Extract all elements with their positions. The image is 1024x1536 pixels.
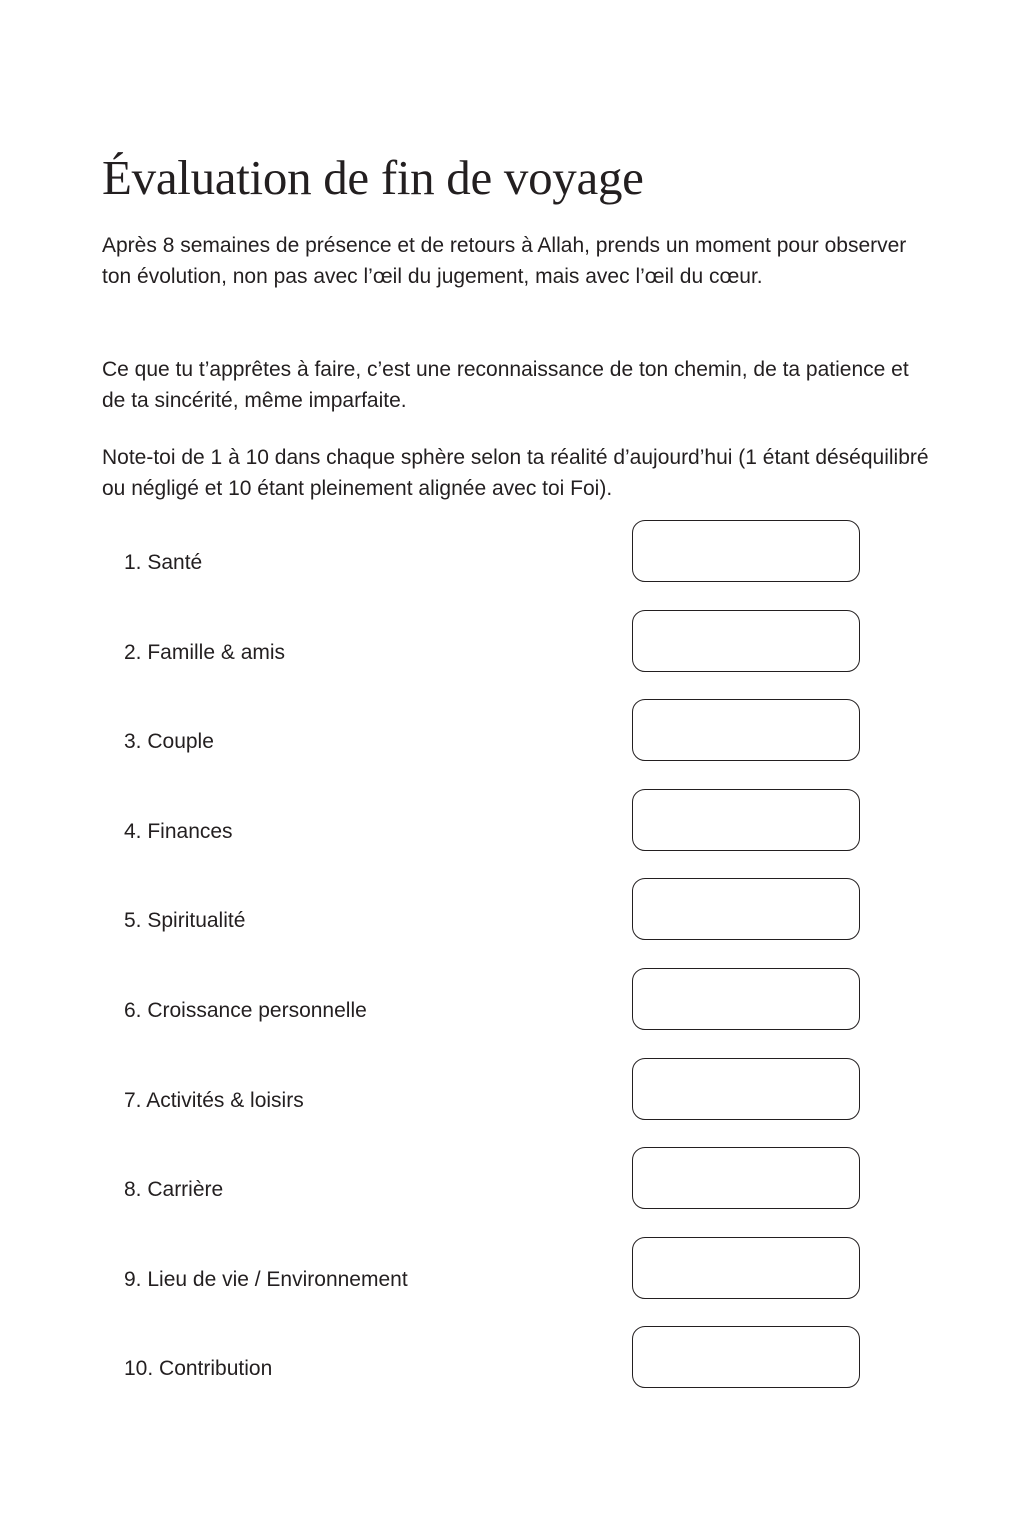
rating-row <box>0 609 1024 699</box>
rating-row <box>0 1057 1024 1147</box>
rating-input-couple[interactable] <box>632 699 860 761</box>
rating-label: 7. Activités & loisirs <box>124 1088 304 1112</box>
rating-row <box>0 967 1024 1057</box>
rating-list <box>0 519 1024 1415</box>
rating-input-croissance-personnelle[interactable] <box>632 968 860 1030</box>
rating-input-famille-amis[interactable] <box>632 610 860 672</box>
rating-row <box>0 698 1024 788</box>
rating-input-sante[interactable] <box>632 520 860 582</box>
rating-row <box>0 877 1024 967</box>
rating-label: 10. Contribution <box>124 1357 273 1381</box>
rating-label: 5. Spiritualité <box>124 909 246 933</box>
rating-input-activites-loisirs[interactable] <box>632 1058 860 1120</box>
rating-input-contribution[interactable] <box>632 1326 860 1388</box>
rating-label: 6. Croissance personnelle <box>124 998 367 1022</box>
rating-row <box>0 1325 1024 1415</box>
rating-instruction: Note-toi de 1 à 10 dans chaque sphère selon ta réalité d’aujourd’hui (1 étant déséquilibré ou négligé et 10 étant pleinement alignée avec toi Foi). <box>102 446 929 500</box>
rating-label: 4. Finances <box>124 819 233 843</box>
rating-row <box>0 788 1024 878</box>
rating-input-finances[interactable] <box>632 789 860 851</box>
rating-input-lieu-de-vie[interactable] <box>632 1237 860 1299</box>
rating-row <box>0 1146 1024 1236</box>
page-title: Évaluation de fin de voyage <box>102 150 644 205</box>
rating-label: 8. Carrière <box>124 1178 224 1202</box>
rating-label: 1. Santé <box>124 551 203 574</box>
intro-paragraph: Ce que tu t’apprêtes à faire, c’est une reconnaissance de ton chemin, de ta patience et de ta sincérité, même imparfaite. <box>102 358 909 412</box>
rating-input-carriere[interactable] <box>632 1147 860 1209</box>
rating-row <box>0 519 1024 609</box>
rating-row <box>0 1236 1024 1326</box>
rating-label: 3. Couple <box>124 730 214 754</box>
rating-label: 2. Famille & amis <box>124 640 286 664</box>
intro-paragraph: Après 8 semaines de présence et de retours à Allah, prends un moment pour observer ton évolution, non pas avec l’œil du jugement, mais avec l’œil du cœur. <box>102 234 907 288</box>
rating-input-spiritualite[interactable] <box>632 878 860 940</box>
rating-label: 9. Lieu de vie / Environnement <box>124 1267 408 1291</box>
